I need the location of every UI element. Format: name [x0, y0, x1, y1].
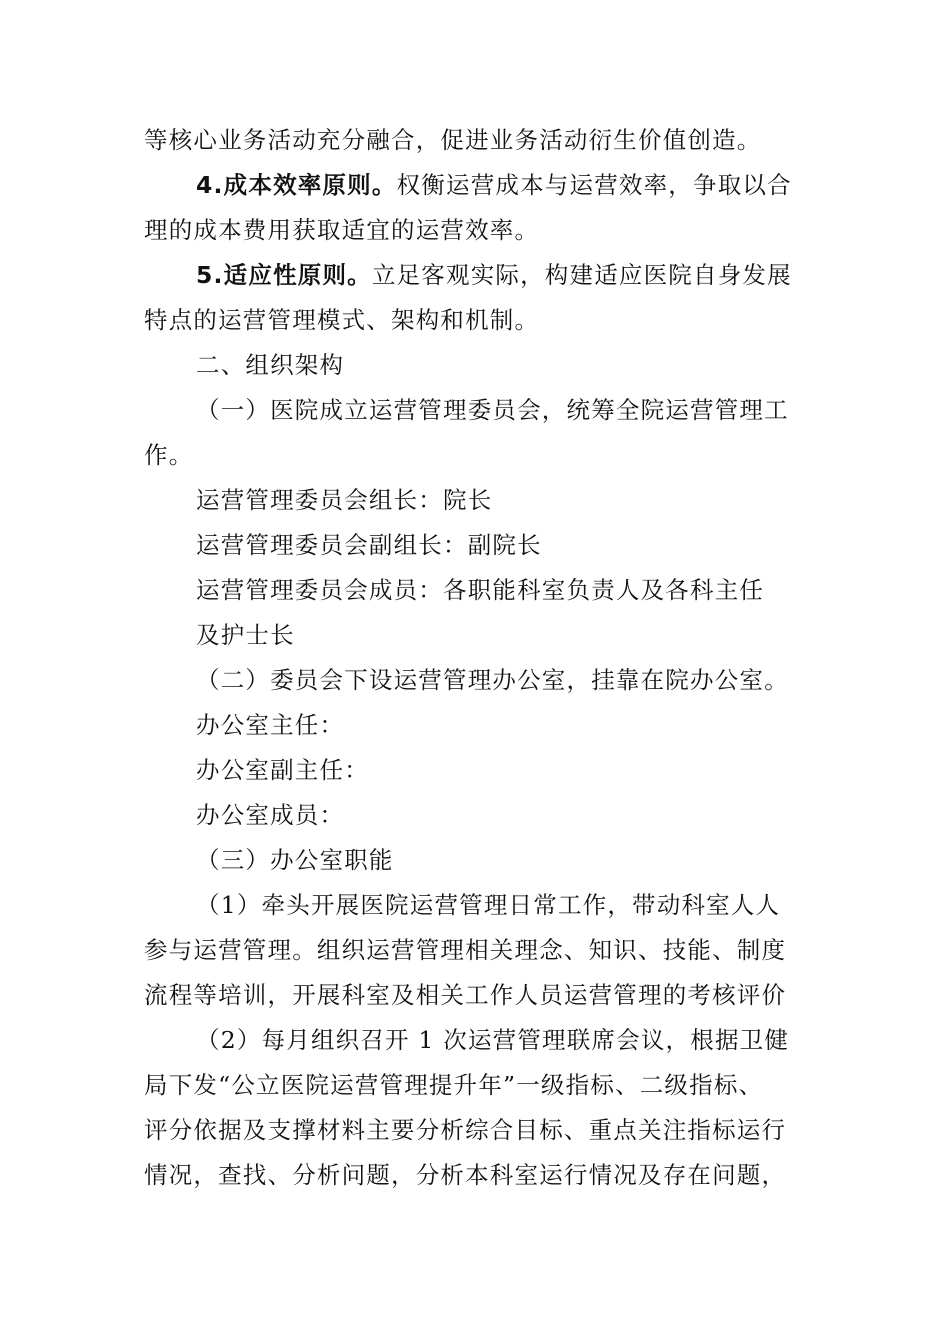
principle-5-line — [144, 253, 810, 298]
committee-members-line: 运营管理委员会成员：各职能科室负责人及各科主任 — [196, 576, 765, 604]
subsection-heading: （二）委员会下设运营管理办公室，挂靠在院办公室。 — [196, 666, 789, 694]
committee-leader-line: 运营管理委员会组长：院长 — [196, 486, 493, 514]
paragraph-line: 局下发“公立医院运营管理提升年”一级指标、二级指标、 — [144, 1071, 764, 1099]
section-heading: 二、组织架构 — [196, 351, 345, 379]
paragraph-line: 作。 — [144, 441, 194, 469]
paragraph-line: 等核心业务活动充分融合，促进业务活动衍生价值创造。 — [144, 126, 762, 154]
principle-5-text: 立足客观实际，构建适应医院自身发展 — [371, 261, 792, 289]
paragraph-line: 参与运营管理。组织运营管理相关理念、知识、技能、制度 — [144, 936, 787, 964]
committee-deputy-line: 运营管理委员会副组长：副院长 — [196, 531, 542, 559]
subsection-heading: （一）医院成立运营管理委员会，统筹全院运营管理工 — [196, 396, 789, 424]
paragraph-line: （2）每月组织召开 1 次运营管理联席会议，根据卫健 — [196, 1026, 790, 1054]
paragraph-line: 理的成本费用获取适宜的运营效率。 — [144, 216, 540, 244]
office-members-line: 办公室成员： — [196, 801, 345, 829]
office-director-line: 办公室主任： — [196, 711, 345, 739]
office-deputy-director-line: 办公室副主任： — [196, 756, 369, 784]
committee-members-continuation: 及护士长 — [196, 621, 295, 649]
document-body — [144, 118, 810, 1198]
principle-5-title: 5.适应性原则。 — [196, 261, 372, 289]
subsection-heading: （三）办公室职能 — [196, 846, 394, 874]
paragraph-line: 流程等培训，开展科室及相关工作人员运营管理的考核评价 — [144, 981, 787, 1009]
principle-4-text: 权衡运营成本与运营效率，争取以合 — [396, 171, 792, 199]
principle-4-title: 4.成本效率原则。 — [196, 171, 397, 199]
paragraph-line: 特点的运营管理模式、架构和机制。 — [144, 306, 540, 334]
paragraph-line: 情况，查找、分析问题，分析本科室运行情况及存在问题， — [144, 1161, 787, 1189]
principle-4-line — [144, 163, 810, 208]
paragraph-line: 评分依据及支撑材料主要分析综合目标、重点关注指标运行 — [144, 1116, 787, 1144]
paragraph-line: （1）牵头开展医院运营管理日常工作，带动科室人人 — [196, 891, 781, 919]
